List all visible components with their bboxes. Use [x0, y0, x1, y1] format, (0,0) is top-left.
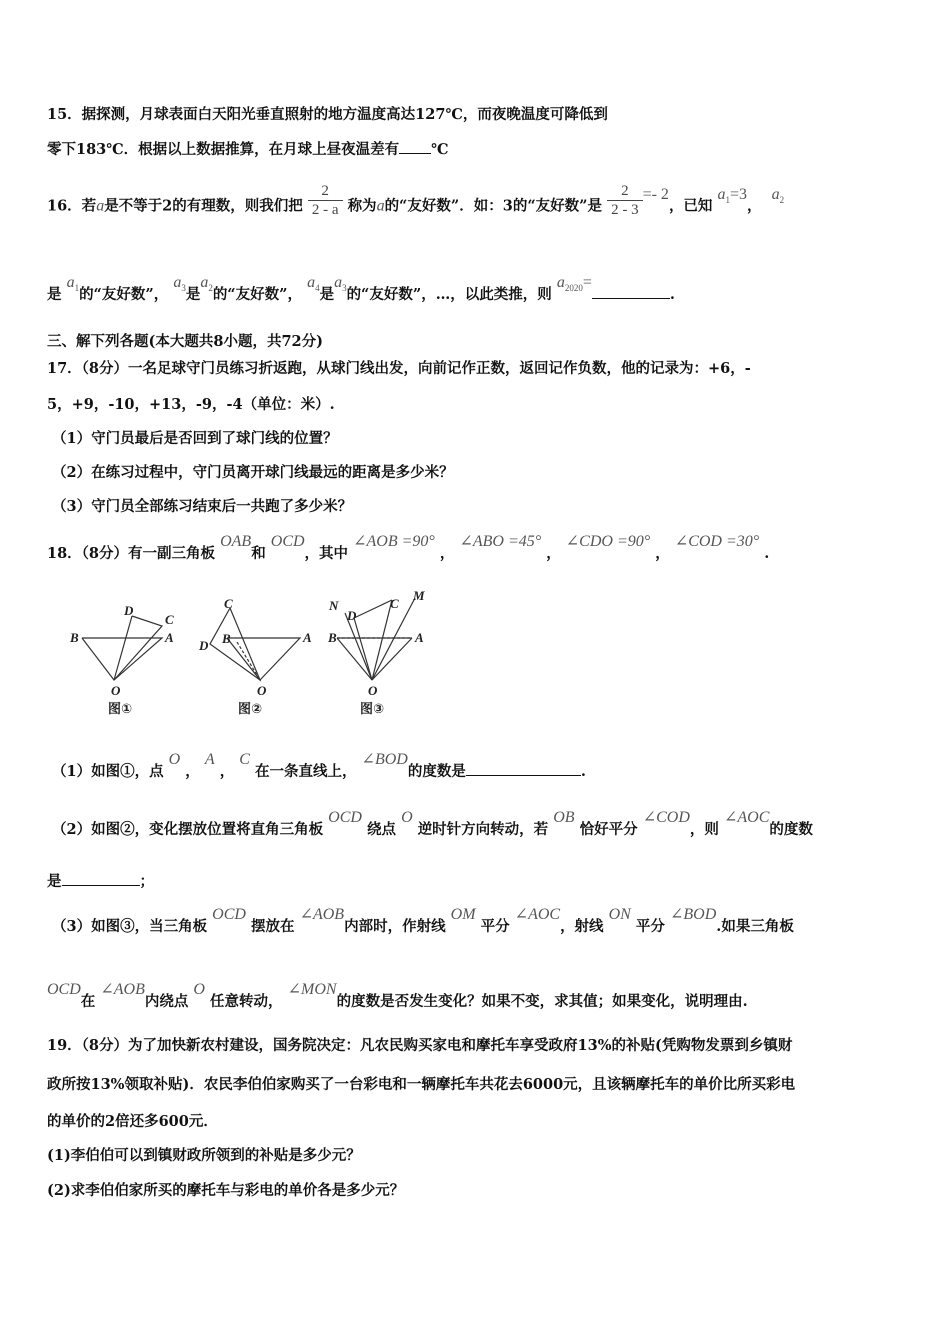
fig2-label-D: D	[199, 638, 209, 653]
fig3-label-A: A	[415, 630, 424, 645]
q18-line1: 18．（8分）有一副三角板 OAB和 OCD，其中 ∠AOB =90° ， ∠ABO =45° ， ∠CDO =90° ， ∠COD =30° .	[47, 533, 770, 562]
q16-line2: 是 $a_1$的“友好数”， $a_3$是$a_2$的“友好数”， $a_4$是$a_3$的“友好数”，…，以此类推，则 $a_{2020}=$.	[47, 274, 675, 303]
fig1-label-B: B	[70, 630, 79, 645]
figure-2-caption: 图②	[238, 702, 263, 716]
q17-line2: 5，+9，-10，+13，-9，-4（单位：米）.	[47, 396, 335, 413]
fig3-label-B: B	[328, 630, 337, 645]
q16-line1: 16．若a是不等于2的有理数，则我们把 $\frac{2}{2 - a}$ 称为a的“友好数”．如：3的“友好数”是 $\frac{2}{2 - 3}$ =- 2，已知 $a_1=3$， $a_2$	[47, 183, 785, 218]
q17-line1: 17．（8分）一名足球守门员练习折返跑，从球门线出发，向前记作正数，返回记作负数，他的记录为：+6，-	[47, 360, 751, 377]
fig2-label-A: A	[303, 630, 312, 645]
q15-line2: 零下183℃．根据以上数据推算，在月球上昼夜温差有 ℃	[47, 141, 449, 158]
section-3-heading: 三、解下列各题(本大题共8小题，共72分)	[47, 333, 323, 350]
fig1-label-O: O	[111, 683, 121, 698]
q16-fraction: $\frac{2}{2 - a}$	[308, 182, 343, 219]
q17-part2: （2）在练习过程中，守门员离开球门线最远的距离是多少米？	[52, 464, 454, 481]
fig3-label-C: C	[390, 596, 399, 611]
q15-answer-blank[interactable]	[399, 139, 431, 154]
fig3-label-D: D	[347, 608, 357, 623]
q18-p2-answer-blank[interactable]	[62, 871, 140, 886]
figure-1	[82, 616, 162, 680]
fig2-label-O: O	[257, 683, 267, 698]
fig2-label-C: C	[224, 596, 233, 611]
q19-part2: (2)求李伯伯家所买的摩托车与彩电的单价各是多少元？	[47, 1182, 405, 1199]
q16-a1: $a_1$	[717, 185, 730, 205]
q18-part3: （3）如图③，当三角板 OCD 摆放在 ∠AOB内部时，作射线 OM 平分 ∠AOC，射线 ON 平分 ∠BOD.如果三角板	[52, 906, 794, 935]
q15-line1: 15．据探测，月球表面白天阳光垂直照射的地方温度高达127℃，而夜晚温度可降低到	[47, 106, 608, 123]
figure-1-caption: 图①	[108, 702, 133, 716]
fig3-label-M: M	[413, 588, 425, 603]
q18-figures	[62, 588, 442, 716]
q16-fraction-example: $\frac{2}{2 - 3}$	[607, 182, 643, 219]
q18-part1: （1）如图①，点 O ， A ， C 在一条直线上， ∠BOD的度数是 .	[52, 751, 586, 780]
q18-part2: （2）如图②，变化摆放位置将直角三角板 OCD 绕点 O 逆时针方向转动，若 OB 恰好平分 ∠COD，则 ∠AOC的度数	[52, 809, 813, 838]
q18-p1-answer-blank[interactable]	[466, 761, 581, 776]
fig3-label-O: O	[368, 683, 378, 698]
q19-line2: 政所按13%领取补贴)．农民李伯伯家购买了一台彩电和一辆摩托车共花去6000元，且该辆摩托车的单价比所买彩电	[47, 1076, 796, 1093]
q19-part1: (1)李伯伯可以到镇财政所领到的补贴是多少元？	[47, 1147, 361, 1164]
fig1-label-C: C	[165, 612, 174, 627]
q18-part3-line2: OCD在 ∠AOB内绕点 O 任意转动， ∠MON的度数是否发生变化？如果不变，求其值；如果变化，说明理由.	[47, 981, 748, 1010]
q16-answer-blank[interactable]	[592, 284, 670, 299]
figure-3-caption: 图③	[360, 702, 385, 716]
q17-part3: （3）守门员全部练习结束后一共跑了多少米？	[52, 498, 353, 515]
q19-line1: 19．（8分）为了加快新农村建设，国务院决定：凡农民购买家电和摩托车享受政府13%的补贴(凭购物发票到乡镇财	[47, 1037, 793, 1054]
fig1-label-A: A	[165, 630, 174, 645]
fig2-label-B: B	[222, 631, 231, 646]
q18-part2-line2: 是 ；	[47, 873, 154, 890]
fig3-label-N: N	[329, 598, 339, 613]
q17-part1: （1）守门员最后是否回到了球门线的位置？	[52, 430, 338, 447]
q16-a2: $a_2$	[771, 185, 785, 205]
q19-line3: 的单价的2倍还多600元．	[47, 1113, 218, 1130]
fig1-label-D: D	[124, 603, 134, 618]
